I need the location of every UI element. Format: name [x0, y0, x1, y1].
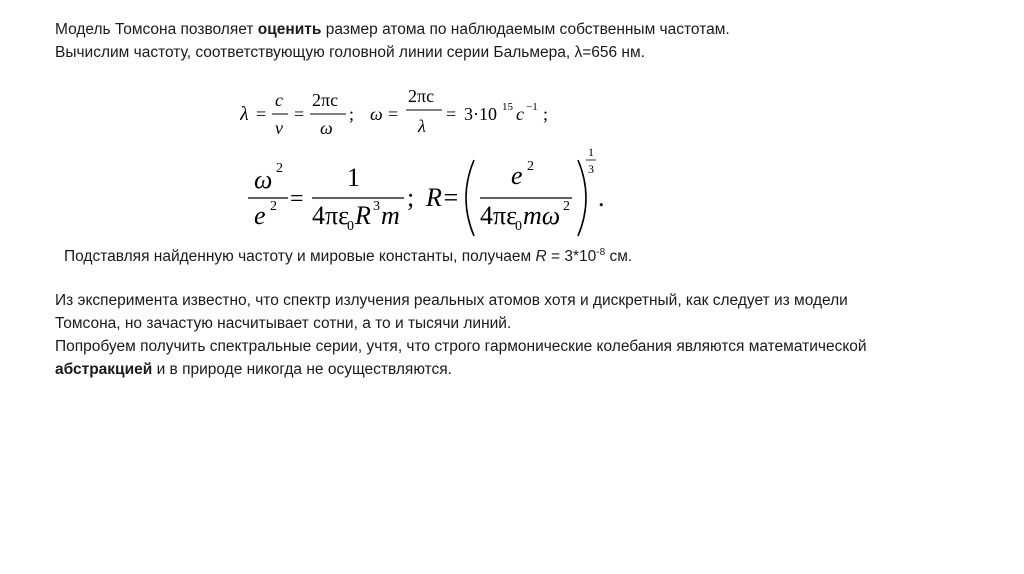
- f2-sub0: 0: [347, 219, 354, 234]
- f2-sub0-2: 0: [515, 219, 522, 234]
- result-R: R: [535, 248, 547, 265]
- intro-text-tail: размер атома по наблюдаемым собственным частотам.: [321, 21, 730, 38]
- f1-minus1: −1: [526, 101, 538, 113]
- f1-c-unit: c: [516, 104, 524, 124]
- f1-eq-2: =: [294, 104, 305, 124]
- f2-omega-sq: 2: [276, 161, 283, 176]
- f2-paren-left: [466, 160, 474, 236]
- f2-one: 1: [347, 163, 360, 192]
- f1-semicolon-2: ;: [543, 104, 549, 124]
- f2-power-den: 3: [588, 162, 594, 176]
- f1-2pic: 2πc: [312, 90, 339, 110]
- experiment-line-4: [55, 359, 452, 381]
- f2-omega-sq-2: 2: [563, 199, 570, 214]
- intro-line-1: [55, 19, 730, 41]
- result-exponent: -8: [596, 247, 606, 258]
- formula-frequency: [240, 84, 580, 144]
- intro-text: Модель Томсона позволяет: [55, 21, 258, 38]
- f2-e2-sq: 2: [527, 159, 534, 174]
- f2-m: m: [381, 201, 400, 230]
- result-unit: см.: [605, 248, 633, 265]
- f1-nu: ν: [275, 118, 283, 138]
- f2-omega: ω: [254, 165, 273, 194]
- f1-lambda-2: λ: [418, 116, 426, 136]
- f2-e-sq: 2: [270, 199, 277, 214]
- f2-den1: 4πε: [312, 201, 350, 230]
- f1-2pic-2: 2πc: [408, 86, 435, 106]
- f1-semicolon: ;: [349, 104, 355, 124]
- experiment-line-1: Из эксперимента известно, что спектр излучения реальных атомов хотя и дискретный, как следует из модели: [55, 292, 848, 309]
- f2-R-label: R=: [426, 183, 460, 212]
- f1-exp15: 15: [502, 101, 513, 113]
- result-text: Подставляя найденную частоту и мировые константы, получаем: [64, 248, 536, 265]
- f1-omega-2: ω: [370, 104, 383, 124]
- f2-e: e: [254, 201, 266, 230]
- experiment-tail: и в природе никогда не осуществляются.: [152, 361, 452, 378]
- result-value: = 3*10: [546, 248, 597, 265]
- f2-den2: 4πε: [480, 201, 518, 230]
- experiment-bold-word: абстракцией: [55, 361, 153, 378]
- formula-radius: [246, 142, 626, 242]
- intro-bold-word: оценить: [257, 21, 322, 38]
- f2-m-omega: mω: [523, 201, 561, 230]
- result-line: [64, 246, 632, 270]
- experiment-line-3: Попробуем получить спектральные серии, учтя, что строго гармонические колебания являются математической: [55, 338, 867, 355]
- intro-line-2: Вычислим частоту, соответствующую головной линии серии Бальмера, λ=656 нм.: [55, 44, 645, 61]
- f1-lambda: λ: [240, 103, 249, 125]
- f1-eq-3: =: [388, 104, 399, 124]
- f2-R: R: [355, 201, 371, 230]
- f2-eq-1: =: [290, 186, 304, 212]
- f1-c: c: [275, 90, 283, 110]
- f2-dot: .: [598, 183, 605, 212]
- experiment-line-2: Томсона, но зачастую насчитывает сотни, а то и тысячи линий.: [55, 315, 512, 332]
- f1-three: 3·10: [464, 104, 497, 124]
- f2-paren-right: [578, 160, 586, 236]
- f2-cube: 3: [373, 199, 380, 214]
- f2-power-num: 1: [588, 145, 594, 159]
- f1-omega: ω: [320, 118, 333, 138]
- f2-semicolon: ;: [407, 183, 415, 212]
- f1-eq-4: =: [446, 104, 457, 124]
- f1-eq-1: =: [256, 104, 267, 124]
- f2-e2: e: [511, 161, 523, 190]
